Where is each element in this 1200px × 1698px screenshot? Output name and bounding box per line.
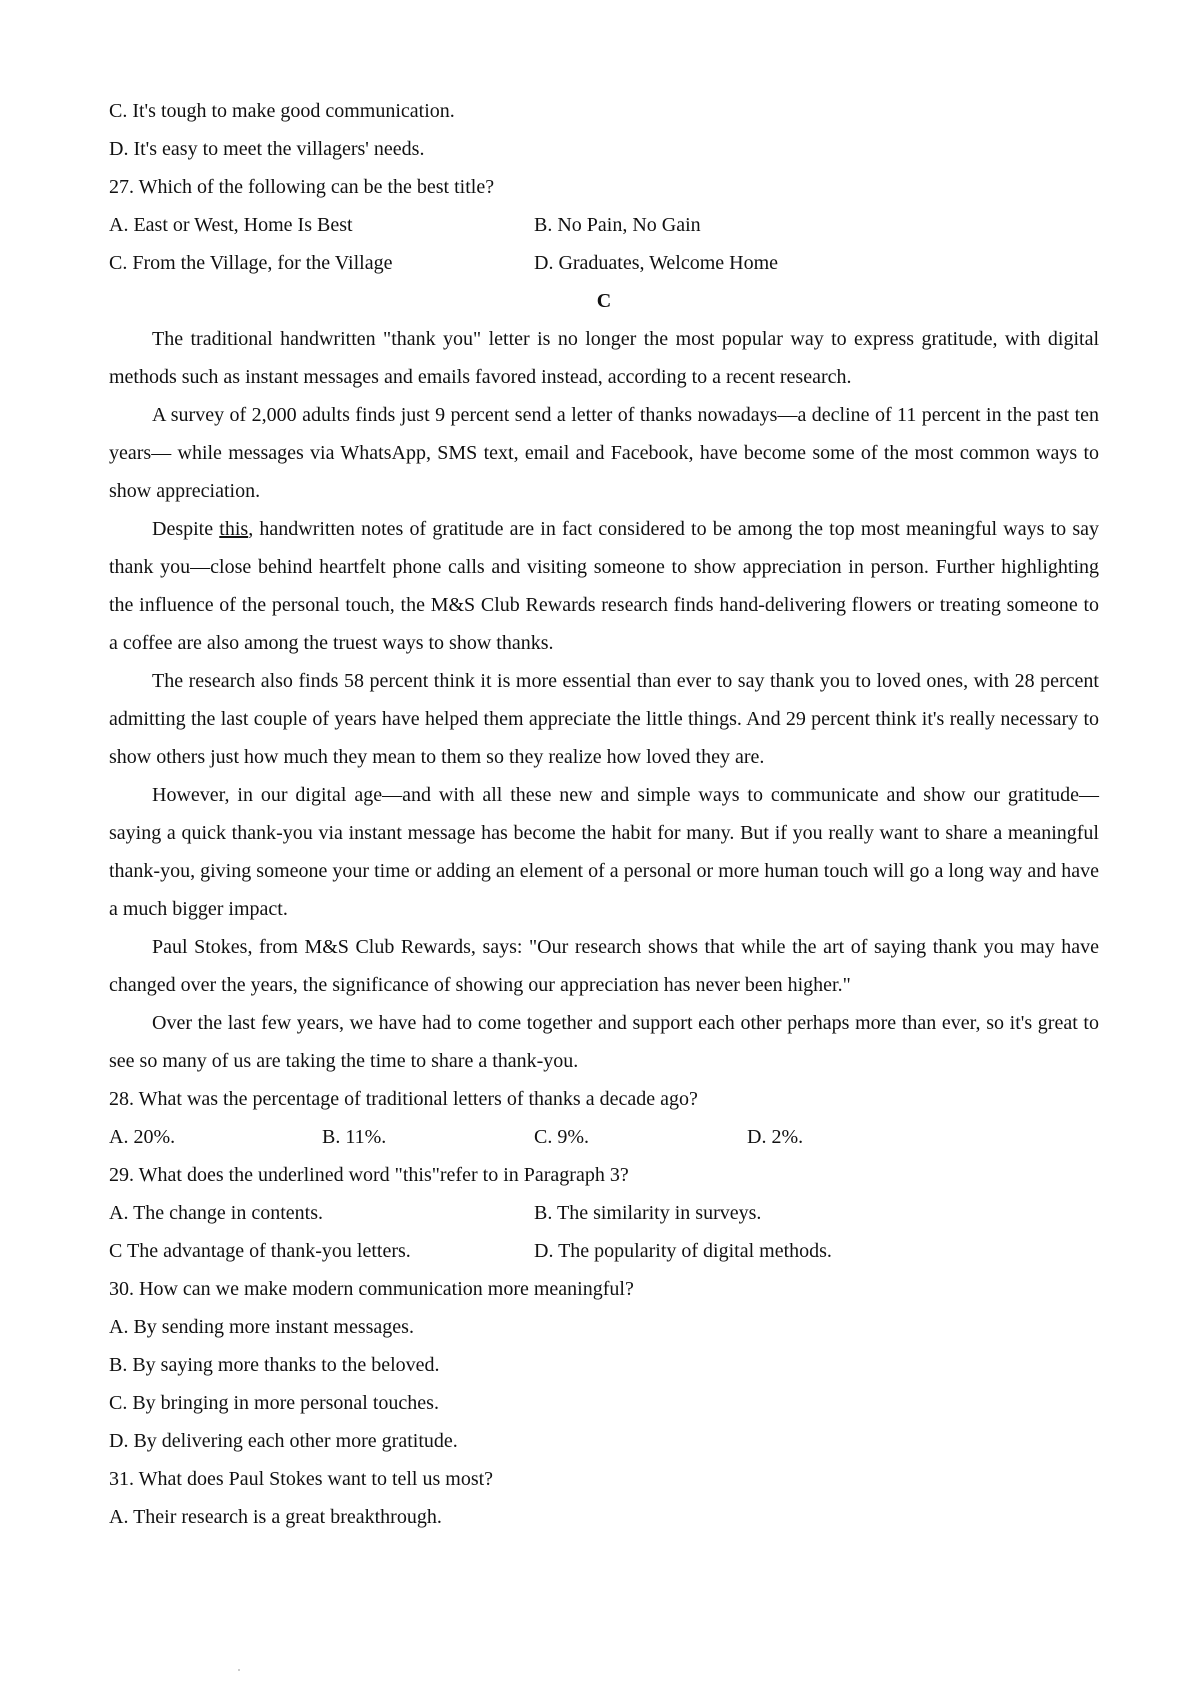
q28-option-c: C. 9%. (534, 1126, 589, 1148)
passage-paragraph-3 (109, 510, 1099, 662)
q29-option-b: B. The similarity in surveys. (534, 1202, 762, 1224)
q27-option-d: D. Graduates, Welcome Home (534, 252, 779, 274)
scan-speck (238, 1669, 240, 1671)
q27-question: 27. Which of the following can be the best title? (109, 176, 495, 198)
paragraph-3-start: Despite (152, 518, 220, 540)
passage-paragraph-6: Paul Stokes, from M&S Club Rewards, says: "Our research shows that while the art of saying thank you may have changed over the years, the significance of showing our appreciation has never been higher." (109, 936, 1099, 996)
q26-option-d: D. It's easy to meet the villagers' needs. (109, 138, 425, 160)
q29-option-c: C The advantage of thank-you letters. (109, 1240, 411, 1262)
q30-option-d: D. By delivering each other more gratitude. (109, 1430, 458, 1452)
q31-option-a: A. Their research is a great breakthrough. (109, 1506, 442, 1528)
q28-question: 28. What was the percentage of traditional letters of thanks a decade ago? (109, 1088, 698, 1110)
q29-option-d: D. The popularity of digital methods. (534, 1240, 832, 1262)
section-heading: C (596, 290, 612, 312)
q28-option-d: D. 2%. (747, 1126, 804, 1148)
passage-paragraph-7: Over the last few years, we have had to come together and support each other perhaps more than ever, so it's great to see so many of us are taking the time to share a thank-you. (109, 1012, 1099, 1072)
q28-option-a: A. 20%. (109, 1126, 176, 1148)
passage-paragraph-2: A survey of 2,000 adults finds just 9 percent send a letter of thanks nowadays—a decline of 11 percent in the past ten years— while messages via WhatsApp, SMS text, email and Facebook, have become some of the most common ways to show appreciation. (109, 404, 1099, 502)
q28-option-b: B. 11%. (322, 1126, 387, 1148)
q29-question: 29. What does the underlined word "this"refer to in Paragraph 3? (109, 1164, 629, 1186)
passage-paragraph-4: The research also finds 58 percent think it is more essential than ever to say thank you to loved ones, with 28 percent admitting the last couple of years have helped them appreciate the little things. And 29 percent think it's really necessary to show others just how much they mean to them so they realize how loved they are. (109, 670, 1099, 768)
q27-option-b: B. No Pain, No Gain (534, 214, 701, 236)
q30-option-b: B. By saying more thanks to the beloved. (109, 1354, 440, 1376)
q30-option-a: A. By sending more instant messages. (109, 1316, 414, 1338)
q27-option-a: A. East or West, Home Is Best (109, 214, 353, 236)
q27-option-c: C. From the Village, for the Village (109, 252, 393, 274)
q31-question: 31. What does Paul Stokes want to tell us most? (109, 1468, 494, 1490)
passage-paragraph-1: The traditional handwritten "thank you" letter is no longer the most popular way to express gratitude, with digital methods such as instant messages and emails favored instead, according to a recent research. (109, 328, 1099, 388)
underlined-word-this: this (219, 518, 249, 540)
q26-option-c: C. It's tough to make good communication. (109, 100, 455, 122)
paragraph-3-rest: , handwritten notes of gratitude are in fact considered to be among the top most meaningful ways to say thank you—close behind heartfelt phone calls and visiting someone to show appreciation in person. Further highlighting the influence of the personal touch, the M&S Club Rewards research finds hand-delivering flowers or treating someone to a coffee are also among the truest ways to show thanks. (109, 518, 1100, 654)
q30-question: 30. How can we make modern communication more meaningful? (109, 1278, 634, 1300)
passage-paragraph-5: However, in our digital age—and with all these new and simple ways to communicate and show our gratitude—saying a quick thank-you via instant message has become the habit for many. But if you really want to share a meaningful thank-you, giving someone your time or adding an element of a personal or more human touch will go a long way and have a much bigger impact. (109, 784, 1099, 920)
q30-option-c: C. By bringing in more personal touches. (109, 1392, 439, 1414)
q29-option-a: A. The change in contents. (109, 1202, 324, 1224)
